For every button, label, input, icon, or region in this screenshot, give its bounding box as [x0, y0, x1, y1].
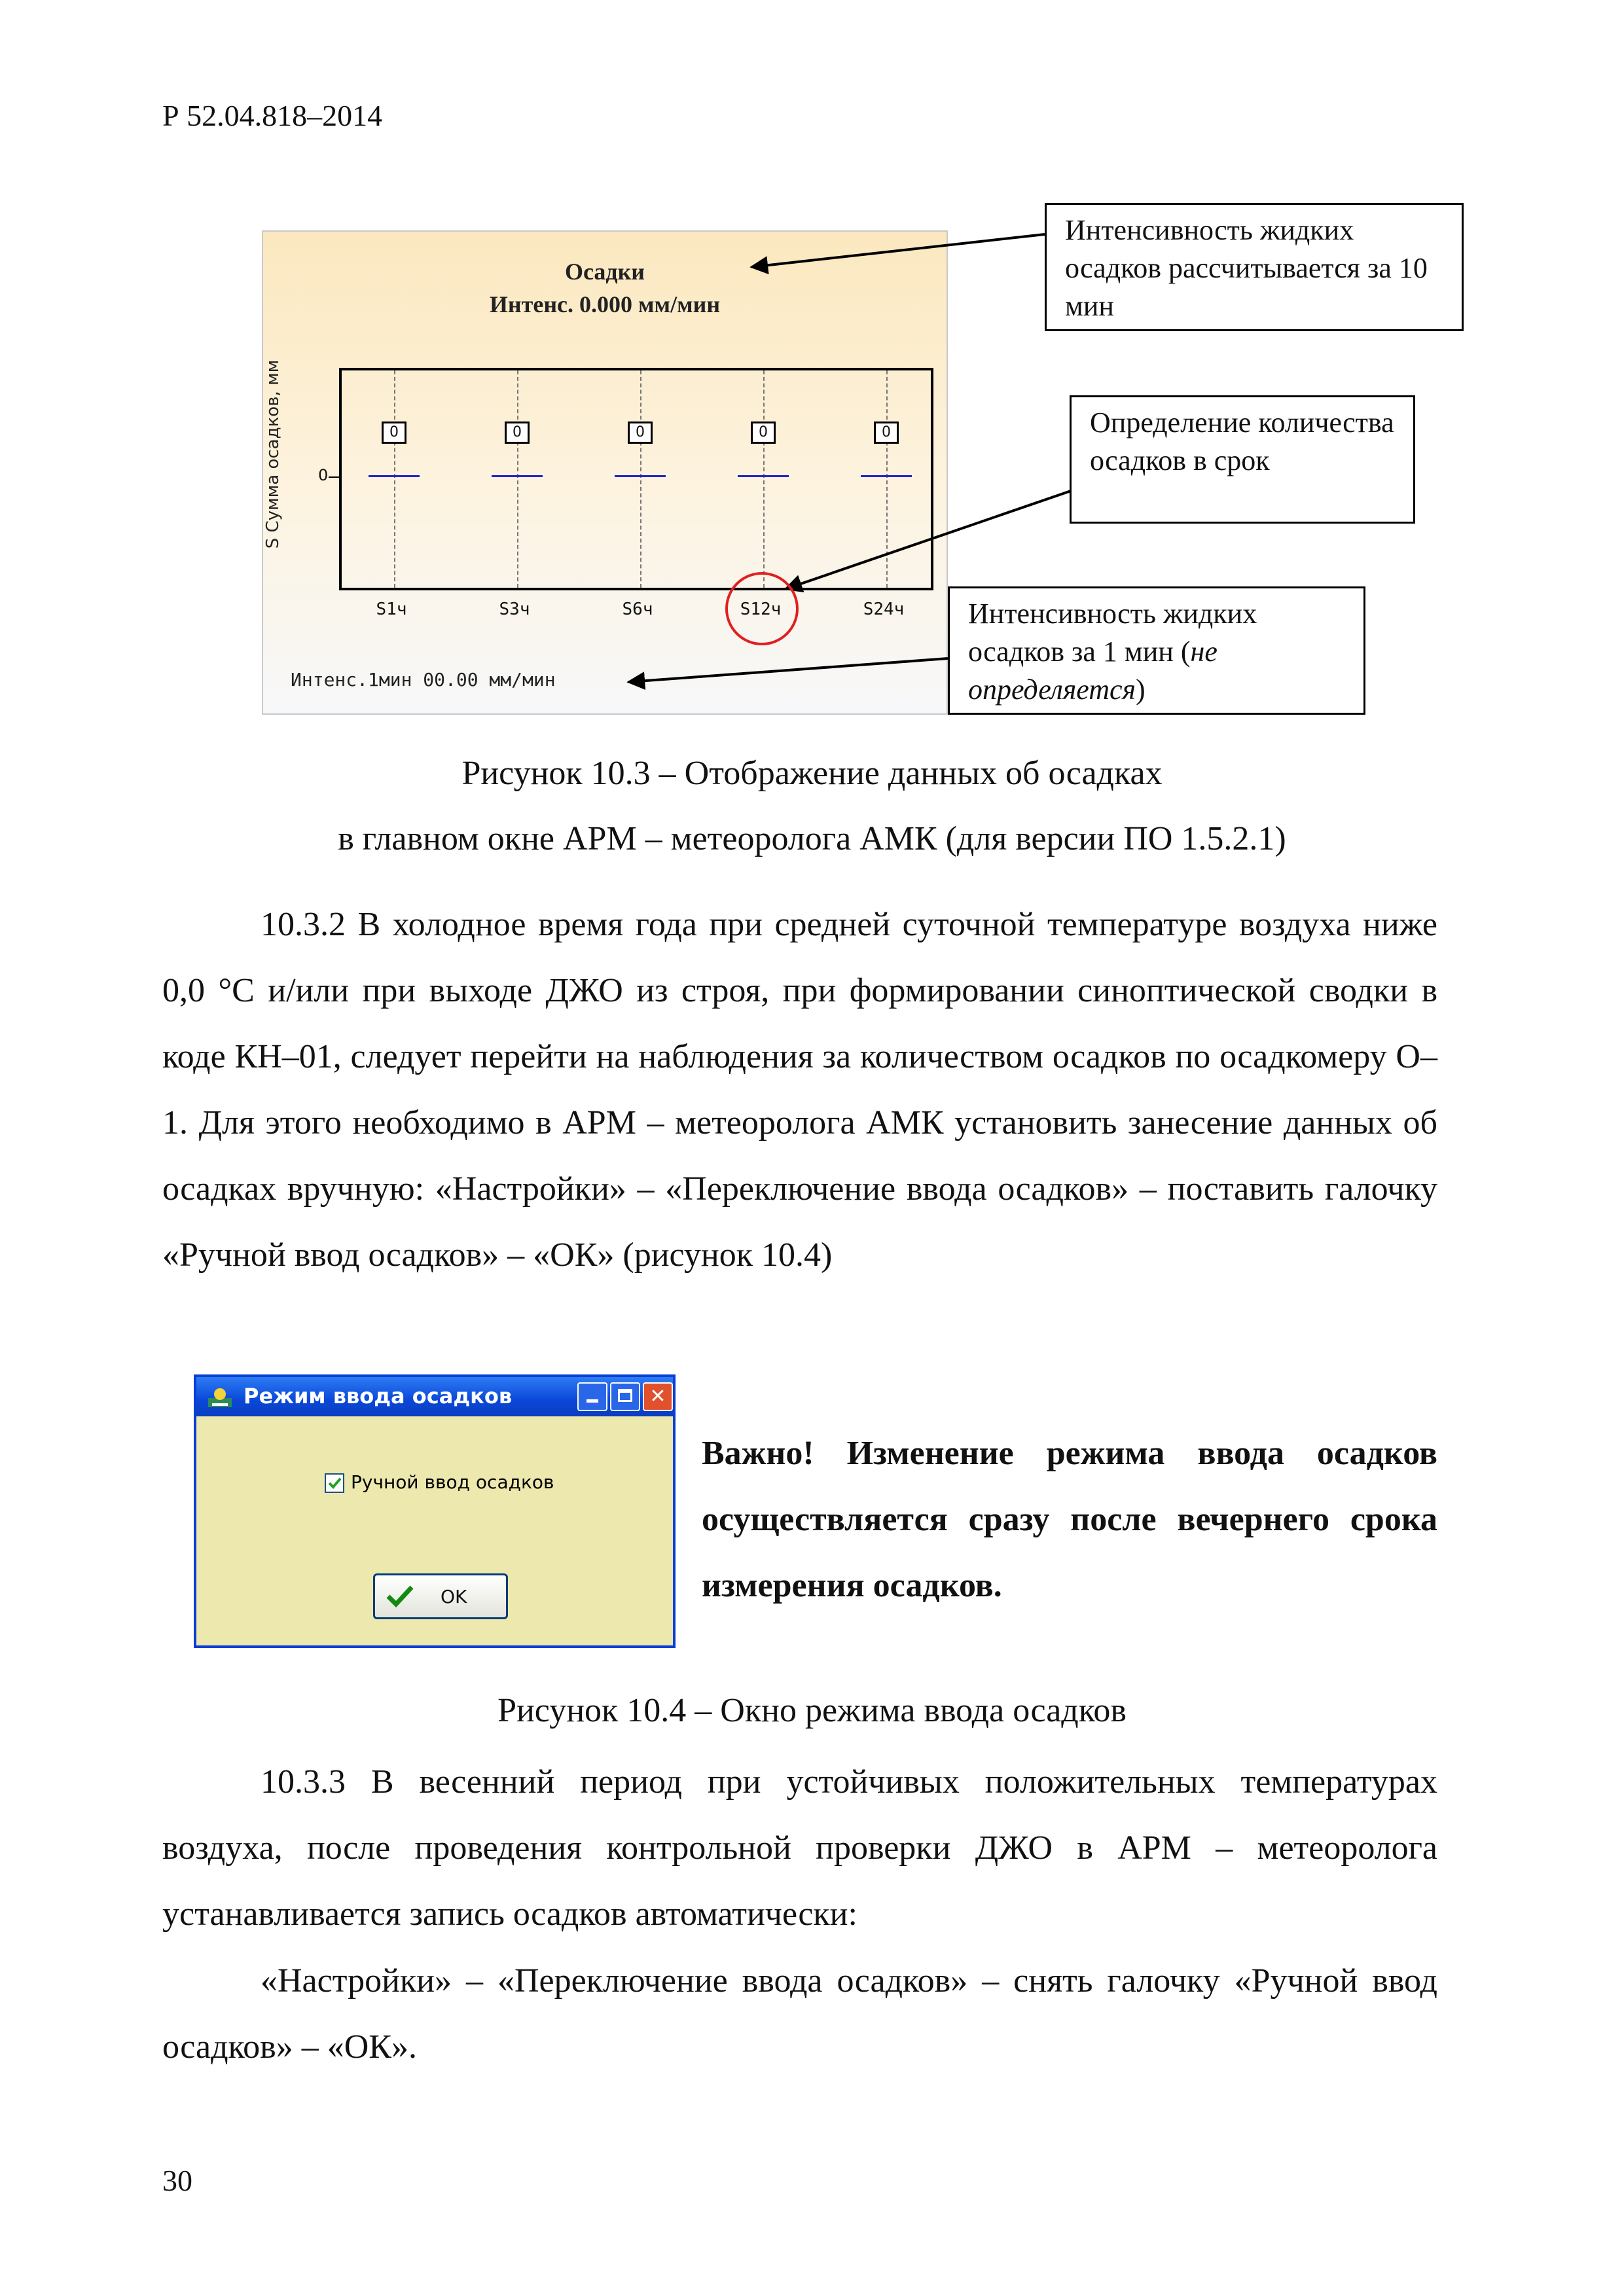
- arrow-to-s12: [785, 491, 1071, 589]
- x-tick-s12: S12ч: [740, 600, 782, 619]
- x-tick-s24: S24ч: [863, 600, 905, 619]
- value-box-s24: 0: [874, 422, 899, 444]
- arrow-to-title: [751, 234, 1045, 267]
- value-box-s3: 0: [505, 422, 530, 444]
- arrow-to-intensity: [628, 658, 948, 682]
- dialog-titlebar[interactable]: [196, 1377, 673, 1416]
- value-box-s1: 0: [382, 422, 406, 444]
- checkmark-icon: [326, 1475, 343, 1492]
- intensity-1min-readout: Интенс.1мин 00.00 мм/мин: [291, 669, 556, 691]
- close-icon: ✕: [649, 1385, 666, 1408]
- x-tick-s1: S1ч: [376, 600, 407, 619]
- x-tick-s3: S3ч: [499, 600, 530, 619]
- y-axis-label: S Сумма осадков, мм: [263, 359, 283, 549]
- document-header: Р 52.04.818–2014: [162, 99, 383, 132]
- annotation-arrows: [0, 0, 1624, 733]
- manual-input-checkbox[interactable]: [325, 1473, 344, 1493]
- ok-button[interactable]: [373, 1573, 508, 1619]
- close-button[interactable]: [643, 1382, 673, 1411]
- chart-subtitle: Интенс. 0.000 мм/мин: [489, 291, 721, 317]
- highlight-circle-s12: [727, 573, 797, 644]
- callout-emphasis: не определяется: [968, 636, 1218, 706]
- manual-input-label[interactable]: Ручной ввод осадков: [351, 1471, 554, 1493]
- chart-title: Осадки: [564, 259, 645, 285]
- important-note: Важно! Изменение режима ввода осадков осуществляется сразу после вечернего срока измерения осадков.: [702, 1435, 1437, 1604]
- paragraph-settings-instruction: «Настройки» – «Переключение ввода осадков» – снять галочку «Ручной ввод осадков» – «ОК».: [162, 1962, 1437, 2066]
- callout-line1: Интенсивность жидких: [968, 598, 1257, 630]
- paragraph-10-3-2: 10.3.2 В холодное время года при средней суточной температуре воздуха ниже 0,0 °С и/или при выходе ДЖО из строя, при формировании синоптической сводки в коде КН–01, следует перейти на наблюдения за количеством осадков по осадкомеру О–1. Для этого необходимо в АРМ – метеоролога АМК установить занесение данных об осадках вручную: «Настройки» – «Переключение ввода осадков» – поставить галочку «Ручной ввод осадков» – «ОК» (рисунок 10.4): [162, 906, 1437, 1274]
- figure-10-4-caption: Рисунок 10.4 – Окно режима ввода осадков: [497, 1692, 1127, 1729]
- precip-input-mode-dialog: [194, 1374, 676, 1648]
- ok-checkmark-icon: [386, 1583, 414, 1609]
- page-number: 30: [162, 2164, 192, 2197]
- callout-line2: осадков за 1 мин (: [968, 636, 1191, 668]
- dialog-title: Режим ввода осадков: [244, 1384, 513, 1408]
- figure-10-3-caption-line1: Рисунок 10.3 – Отображение данных об осадках: [461, 755, 1163, 792]
- x-tick-s6: S6ч: [622, 600, 653, 619]
- maximize-icon: [618, 1389, 632, 1402]
- app-icon: [206, 1384, 234, 1410]
- maximize-button[interactable]: [610, 1382, 640, 1411]
- minimize-button[interactable]: [577, 1382, 607, 1411]
- figure-10-3-caption-line2: в главном окне АРМ – метеоролога АМК (для версии ПО 1.5.2.1): [338, 820, 1286, 857]
- y-tick-zero: 0: [318, 466, 329, 484]
- ok-label: OK: [441, 1586, 467, 1607]
- callout-intensity-10min: Интенсивность жидких осадков рассчитывается за 10 мин: [1045, 203, 1464, 331]
- callout-close: ): [1136, 673, 1146, 706]
- value-box-s6: 0: [628, 422, 653, 444]
- minimize-icon: [586, 1399, 598, 1403]
- value-box-s12: 0: [751, 422, 776, 444]
- callout-precip-amount: Определение количества осадков в срок: [1070, 395, 1415, 524]
- paragraph-10-3-3: 10.3.3 В весенний период при устойчивых положительных температурах воздуха, после проведения контрольной проверки ДЖО в АРМ – метеоролога устанавливается запись осадков автоматически:: [162, 1763, 1437, 1933]
